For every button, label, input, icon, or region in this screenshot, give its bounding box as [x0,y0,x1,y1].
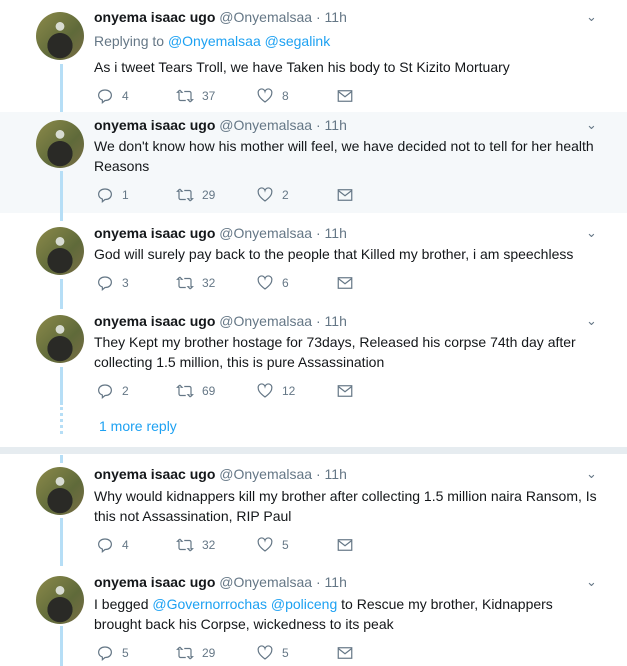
retweet-icon [176,644,194,662]
display-name[interactable]: onyema isaac ugo [94,466,216,482]
tweet-text: They Kept my brother hostage for 73days, Released his corpse 74th day after collecting 1.5 million, this is pure Assassination [94,334,576,370]
avatar[interactable] [36,467,84,515]
timestamp[interactable]: 11h [324,466,347,482]
mention-link[interactable]: @Governorrochas [152,596,267,612]
retweet-icon [176,87,194,105]
avatar[interactable] [36,576,84,624]
like-count: 12 [282,384,296,398]
like-button[interactable] [256,274,289,292]
mention-link[interactable]: @segalink [264,33,331,49]
mention-link[interactable]: @policeng [270,596,338,612]
like-button[interactable] [256,186,289,204]
envelope-icon [336,87,354,105]
envelope-icon [336,382,354,400]
handle[interactable]: @Onyemalsaa [219,225,313,241]
tweet-text: Why would kidnappers kill my brother after collecting 1.5 million naira Ransom, Is this not Assassination, RIP Paul [94,488,597,524]
avatar[interactable] [36,227,84,275]
handle[interactable]: @Onyemalsaa [219,313,313,329]
reply-icon [96,382,114,400]
display-name[interactable]: onyema isaac ugo [94,574,216,590]
display-name[interactable]: onyema isaac ugo [94,9,216,25]
like-count: 5 [282,538,289,552]
reply-icon [96,186,114,204]
tweet-header: onyema isaac ugo @Onyemalsaa · 11h [94,225,347,241]
thread-line [60,626,63,666]
avatar[interactable] [36,12,84,60]
direct-message-button[interactable] [336,274,354,292]
heart-icon [256,274,274,292]
direct-message-button[interactable] [336,644,354,662]
tweet-header: onyema isaac ugo @Onyemalsaa · 11h [94,117,347,133]
thread-line [60,455,63,463]
retweet-count: 29 [202,646,216,660]
like-count: 5 [282,646,289,660]
direct-message-button[interactable] [336,536,354,554]
heart-icon [256,186,274,204]
display-name[interactable]: onyema isaac ugo [94,117,216,133]
reply-count: 3 [122,276,129,290]
reply-icon [96,536,114,554]
like-button[interactable] [256,536,289,554]
reply-button[interactable] [96,644,129,662]
replying-label: Replying to [94,33,165,49]
retweet-count: 69 [202,384,216,398]
tweet-header: onyema isaac ugo @Onyemalsaa · 11h [94,9,347,25]
handle[interactable]: @Onyemalsaa [219,574,313,590]
thread-line [60,64,63,112]
reply-button[interactable] [96,536,129,554]
display-name[interactable]: onyema isaac ugo [94,313,216,329]
reply-count: 4 [122,538,129,552]
reply-count: 1 [122,188,129,202]
thread-line [60,279,63,309]
retweet-button[interactable] [176,536,215,554]
chevron-down-icon[interactable]: ⌄ [586,574,597,589]
display-name[interactable]: onyema isaac ugo [94,225,216,241]
timestamp[interactable]: 11h [324,574,347,590]
reply-button[interactable] [96,87,129,105]
tweet-text: As i tweet Tears Troll, we have Taken his body to St Kizito Mortuary [94,59,510,75]
like-count: 8 [282,89,289,103]
timestamp[interactable]: 11h [324,117,347,133]
timestamp[interactable]: 11h [324,313,347,329]
direct-message-button[interactable] [336,87,354,105]
retweet-button[interactable] [176,87,215,105]
retweet-button[interactable] [176,382,215,400]
thread-line [60,518,63,566]
tweet-text [94,594,604,634]
heart-icon [256,536,274,554]
retweet-button[interactable] [176,644,215,662]
retweet-button[interactable] [176,274,215,292]
retweet-count: 37 [202,89,216,103]
thread-dots [60,407,63,437]
chevron-down-icon[interactable]: ⌄ [586,9,597,24]
direct-message-button[interactable] [336,382,354,400]
reply-icon [96,87,114,105]
reply-count: 5 [122,646,129,660]
reply-count: 4 [122,89,129,103]
conversation-separator [0,447,627,454]
chevron-down-icon[interactable]: ⌄ [586,466,597,481]
like-count: 6 [282,276,289,290]
heart-icon [256,644,274,662]
reply-icon [96,644,114,662]
envelope-icon [336,274,354,292]
handle[interactable]: @Onyemalsaa [219,9,313,25]
direct-message-button[interactable] [336,186,354,204]
handle[interactable]: @Onyemalsaa [219,117,313,133]
tweet-header: onyema isaac ugo @Onyemalsaa · 11h [94,313,347,329]
tweet-header: onyema isaac ugo @Onyemalsaa · 11h [94,574,347,590]
tweet-text: God will surely pay back to the people that Killed my brother, i am speechless [94,246,574,262]
retweet-button[interactable] [176,186,215,204]
reply-count: 2 [122,384,129,398]
thread-line [60,171,63,221]
envelope-icon [336,644,354,662]
chevron-down-icon[interactable]: ⌄ [586,117,597,132]
tweet-header: onyema isaac ugo @Onyemalsaa · 11h [94,466,347,482]
reply-button[interactable] [96,274,129,292]
timestamp[interactable]: 11h [324,225,347,241]
text-part: I begged [94,596,153,612]
envelope-icon [336,536,354,554]
chevron-down-icon[interactable]: ⌄ [586,225,597,240]
reply-icon [96,274,114,292]
chevron-down-icon[interactable]: ⌄ [586,313,597,328]
retweet-icon [176,382,194,400]
more-replies-link[interactable]: 1 more reply [99,418,177,434]
like-count: 2 [282,188,289,202]
mention-link[interactable]: @Onyemalsaa [167,33,261,49]
thread-line [60,367,63,405]
retweet-icon [176,274,194,292]
retweet-count: 29 [202,188,216,202]
retweet-icon [176,536,194,554]
avatar[interactable] [36,120,84,168]
reply-button[interactable] [96,186,129,204]
text-part: to Rescue my brother, Kidnappers brought back his Corpse, wickedness to its peak [94,596,553,632]
retweet-icon [176,186,194,204]
retweet-count: 32 [202,538,216,552]
avatar[interactable] [36,315,84,363]
like-button[interactable] [256,87,289,105]
handle[interactable]: @Onyemalsaa [219,466,313,482]
like-button[interactable] [256,382,295,400]
heart-icon [256,382,274,400]
envelope-icon [336,186,354,204]
like-button[interactable] [256,644,289,662]
reply-button[interactable] [96,382,129,400]
heart-icon [256,87,274,105]
timestamp[interactable]: 11h [324,9,347,25]
tweet-text: We don't know how his mother will feel, we have decided not to tell for her health Reasons [94,138,594,174]
retweet-count: 32 [202,276,216,290]
